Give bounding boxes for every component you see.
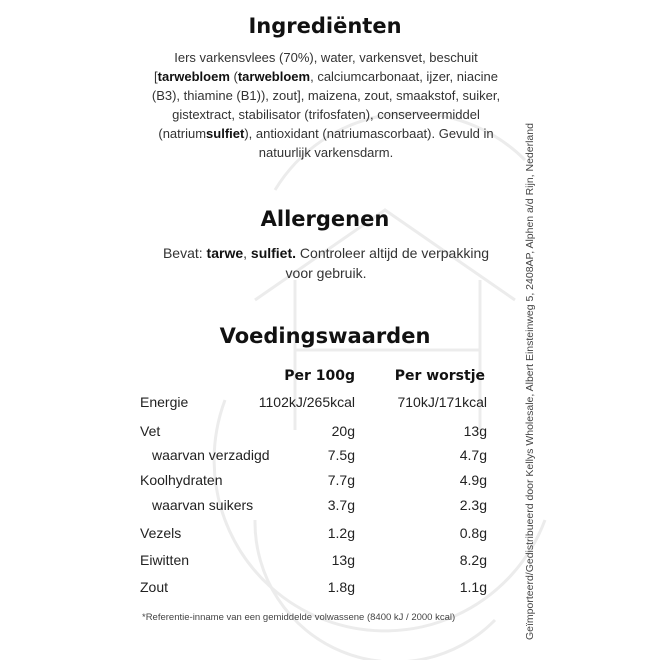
row-value-per-100g: 3.7g (327, 497, 355, 513)
row-value-per-sausage: 4.7g (459, 447, 487, 463)
allergen-highlight: tarwebloem (237, 69, 311, 84)
reference-footnote: *Referentie-inname van een gemiddelde volwassene (8400 kJ / 2000 kcal) (142, 612, 456, 623)
row-label: Energie (140, 394, 189, 410)
row-label: Zout (140, 579, 169, 595)
row-value-per-100g: 13g (331, 552, 355, 568)
row-value-per-100g: 7.5g (327, 447, 355, 463)
allergen-highlight: tarwebloem (157, 69, 230, 84)
row-value-per-100g: 1102kJ/265kcal (258, 394, 355, 410)
row-label: waarvan verzadigd (152, 447, 270, 463)
row-value-per-100g: 20g (331, 423, 355, 439)
column-header-per-100g: Per 100g (284, 368, 355, 384)
row-label: Vet (140, 423, 161, 439)
row-value-per-sausage: 4.9g (459, 472, 487, 488)
row-value-per-100g: 1.2g (327, 525, 355, 541)
table-row (0, 579, 650, 601)
table-row (0, 447, 650, 469)
distributor-text: Geïmporteerd/Gedistribueerd door Kellys Wholesale, Albert Einsteinweg 5, 2408AP, Alphen a/d Rijn, Nederland (524, 123, 536, 640)
row-value-per-sausage: 13g (463, 423, 487, 439)
row-label: Koolhydraten (140, 472, 223, 488)
column-header-per-sausage: Per worstje (394, 368, 485, 384)
allergens-title: Allergenen (260, 207, 390, 231)
table-row (0, 472, 650, 494)
row-value-per-sausage: 1.1g (459, 579, 487, 595)
nutrition-title: Voedingswaarden (219, 324, 431, 348)
allergen-highlight: sulfiet (206, 126, 245, 141)
ingredients-title: Ingrediënten (248, 14, 402, 38)
row-label: waarvan suikers (152, 497, 254, 513)
row-value-per-sausage: 710kJ/171kcal (397, 394, 487, 410)
row-label: Vezels (140, 525, 182, 541)
table-row (0, 497, 650, 519)
table-row (0, 552, 650, 574)
row-value-per-sausage: 2.3g (459, 497, 487, 513)
row-value-per-sausage: 8.2g (459, 552, 487, 568)
table-row (0, 525, 650, 547)
row-value-per-100g: 1.8g (327, 579, 355, 595)
allergens-text: Bevat: tarwe, sulfiet. Controleer altijd de verpakking voor gebruik. (162, 245, 490, 281)
row-value-per-100g: 7.7g (327, 472, 355, 488)
table-row (0, 423, 650, 445)
logo-watermark (195, 100, 575, 660)
row-value-per-sausage: 0.8g (459, 525, 487, 541)
table-row (0, 394, 650, 416)
row-label: Eiwitten (140, 552, 190, 568)
allergen-highlight: tarwe (206, 245, 244, 261)
ingredients-text: Iers varkensvlees (70%), water, varkensvet, beschuit [tarwebloem (tarwebloem, calciumcarbonaat, ijzer, niacine (B3), thiamine (B1)), zout], maizena, zout, smaakstof, suiker, gistextract, stabilisator (trifosfaten), conserveermiddel (natriumsulfiet), antioxidant (natriumascorbaat). Gevuld in natuurlijk varkensdarm. (151, 50, 501, 160)
allergen-highlight: sulfiet. (250, 245, 297, 261)
